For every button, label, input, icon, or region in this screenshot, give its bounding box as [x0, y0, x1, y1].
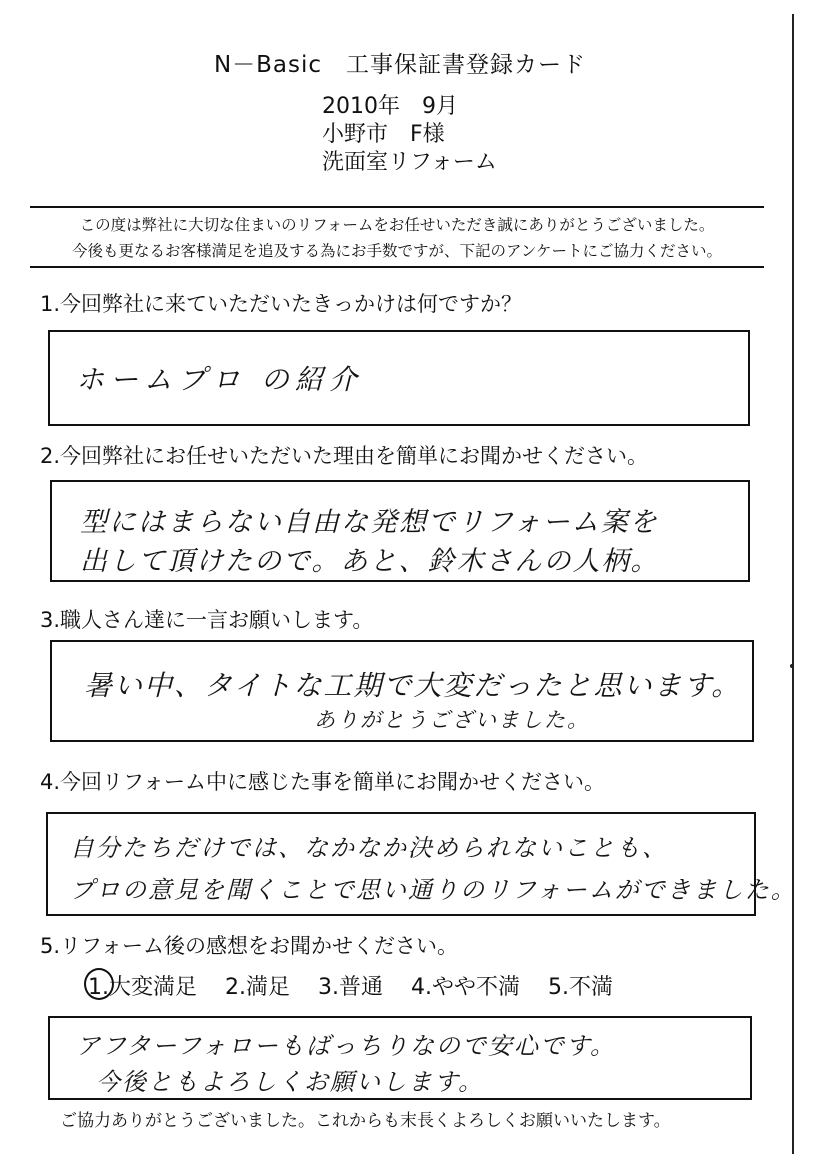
customer-name: 小野市 F様 [322, 122, 445, 147]
rating-option-3[interactable] [318, 970, 383, 1001]
answer-4-line-1: 自分たちだけでは、なかなか決められないことも、 [70, 834, 668, 862]
rating-option-2[interactable] [225, 970, 290, 1001]
satisfaction-rating [88, 970, 613, 1001]
answer-4-line-2: プロの意見を聞くことで思い通りのリフォームができました。 [70, 876, 797, 904]
answer-5-line-1: アフターフォローもばっちりなので安心です。 [76, 1032, 616, 1060]
intro-line: 今後も更なるお客様満足を追及する為にお手数ですが、下記のアンケートにご協力ください。 [71, 242, 723, 260]
answer-1-text: ホームプロ の紹介 [76, 363, 363, 396]
answer-4-box[interactable] [46, 812, 797, 916]
answer-2-line-2: 出して頂けたので。あと、鈴木さんの人柄。 [80, 546, 660, 577]
page-edge-line [792, 14, 794, 1154]
rating-option-5[interactable] [548, 970, 613, 1001]
answer-2-box[interactable] [50, 480, 750, 582]
project-name: 洗面室リフォーム [322, 150, 497, 175]
rating-option-label: 5.不満 [548, 975, 613, 1000]
closing-message: ご協力ありがとうございました。これからも末長くよろしくお願いいたします。 [60, 1111, 671, 1131]
question-4: 4.今回リフォーム中に感じた事を簡単にお聞かせください。 [40, 770, 605, 794]
answer-3-line-2: ありがとうございました。 [314, 708, 590, 732]
answer-1-box[interactable] [48, 330, 750, 426]
answer-5-box[interactable] [48, 1016, 752, 1100]
question-1: 1.今回弊社に来ていただいたきっかけは何ですか？ [40, 292, 523, 316]
answer-3-box[interactable] [50, 640, 754, 742]
question-2: 2.今回弊社にお任せいただいた理由を簡単にお聞かせください。 [40, 444, 649, 468]
rating-option-1[interactable] [88, 970, 197, 1001]
rating-option-label: 1.大変満足 [88, 975, 197, 1000]
rating-option-4[interactable] [411, 970, 520, 1001]
intro-line: この度は弊社に大切な住まいのリフォームをお任せいただき誠にありがとうございました。 [79, 216, 715, 234]
question-5: 5.リフォーム後の感想をお聞かせください。 [40, 934, 458, 958]
edge-dot [790, 664, 794, 668]
answer-2-line-1: 型にはまらない自由な発想でリフォーム案を [80, 507, 659, 538]
card-title: N－Basic 工事保証書登録カード [213, 52, 587, 78]
intro-message [30, 206, 764, 268]
project-date: 2010年 9月 [322, 94, 458, 119]
rating-option-label: 3.普通 [318, 975, 383, 1000]
question-3: 3.職人さん達に一言お願いします。 [40, 608, 374, 632]
rating-option-label: 2.満足 [225, 975, 290, 1000]
selected-circle-mark [84, 968, 114, 1000]
rating-option-label: 4.やや不満 [411, 975, 520, 1000]
answer-5-line-2: 今後ともよろしくお願いします。 [96, 1068, 485, 1096]
answer-3-line-1: 暑い中、タイトな工期で大変だったと思います。 [84, 669, 742, 702]
